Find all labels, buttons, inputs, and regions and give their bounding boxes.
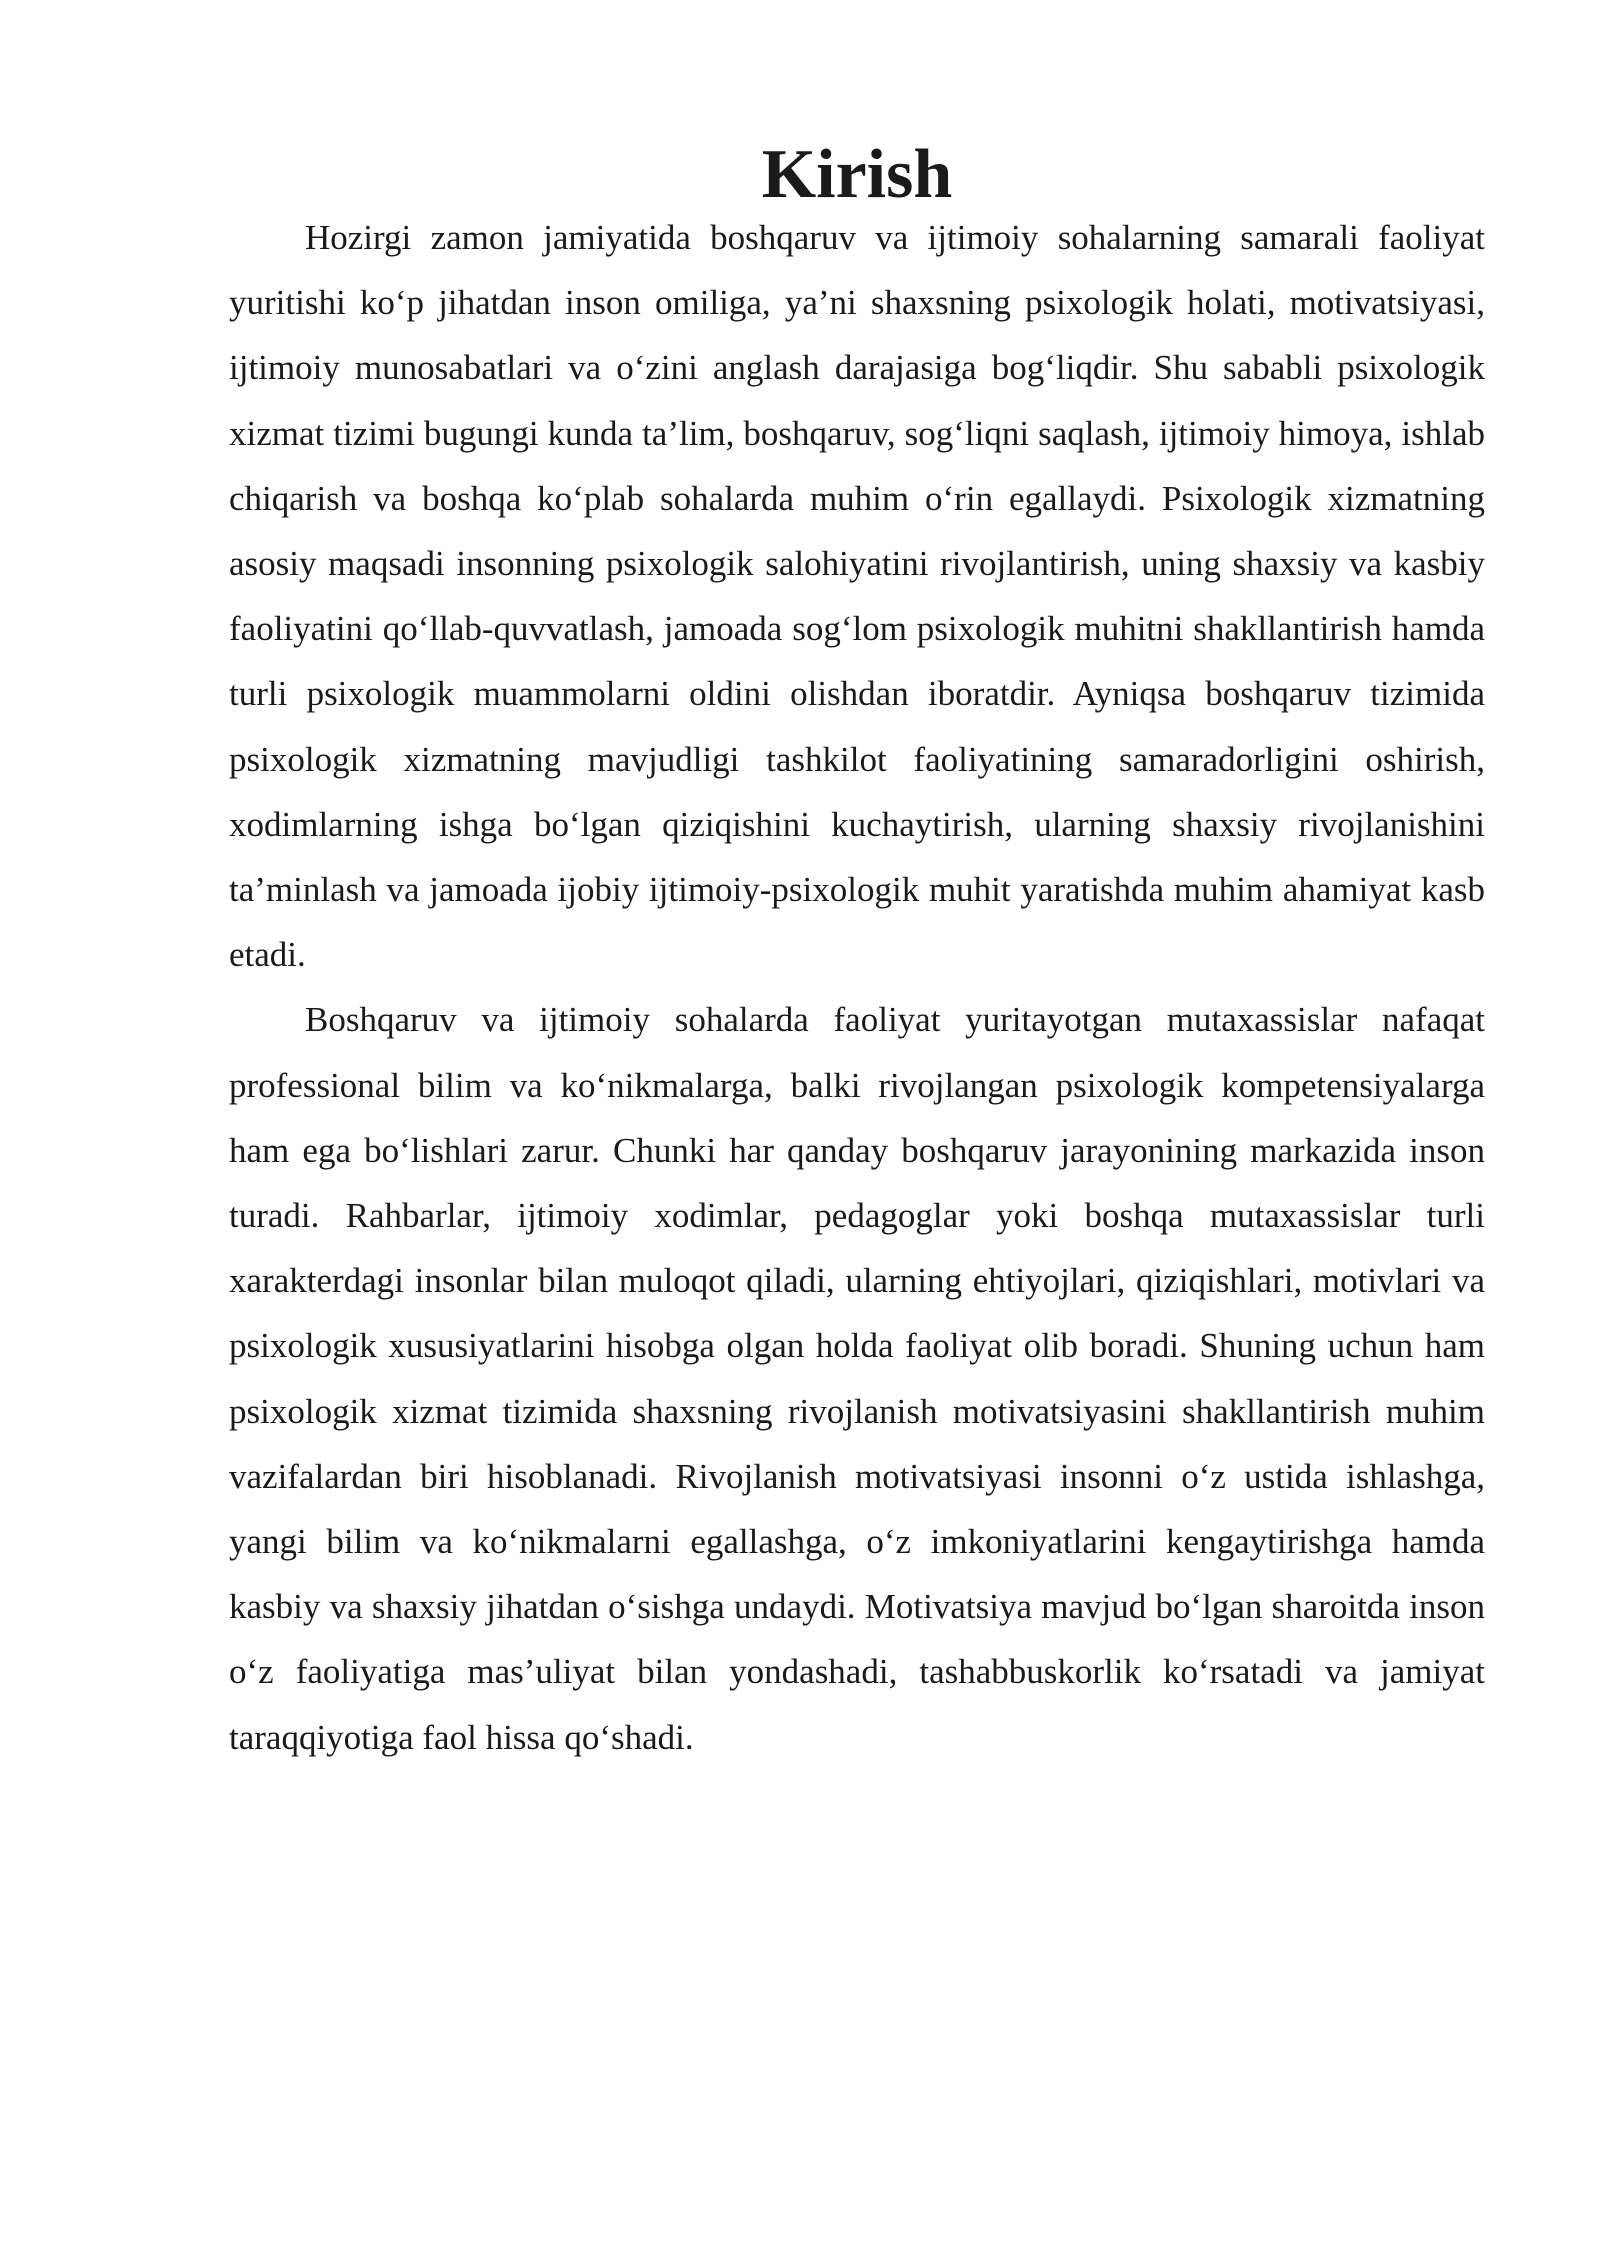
paragraph-2: Boshqaruv va ijtimoiy sohalarda faoliyat yuritayotgan mutaxassislar nafaqat professional bilim va ko‘nikmalarga, balki rivojlangan psixologik kompetensiyalarga ham ega bo‘lishlari zarur. Chunki har qanday boshqaruv jarayonining markazida inson turadi. Rahbarlar, ijtimoiy xodimlar, pedagoglar yoki boshqa mutaxassislar turli xarakterdagi insonlar bilan muloqot qiladi, ularning ehtiyojlari, qiziqishlari, motivlari va psixologik xususiyatlarini hisobga olgan holda faoliyat olib boradi. Shuning uchun ham psixologik xizmat tizimida shaxsning rivojlanish motivatsiyasini shakllantirish muhim vazifalardan biri hisoblanadi. Rivojlanish motivatsiyasi insonni o‘z ustida ishlashga, yangi bilim va ko‘nikmalarni egallashga, o‘z imkoniyatlarini kengaytirishga hamda kasbiy va shaxsiy jihatdan o‘sishga undaydi. Motivatsiya mavjud bo‘lgan sharoitda inson o‘z faoliyatiga mas’uliyat bilan yondashadi, tashabbuskorlik ko‘rsatadi va jamiyat taraqqiyotiga faol hissa qo‘shadi. — [229, 1000, 1485, 1757]
page-title: Kirish — [761, 136, 953, 213]
paragraph-1: Hozirgi zamon jamiyatida boshqaruv va ijtimoiy sohalarning samarali faoliyat yuritishi ko‘p jihatdan inson omiliga, ya’ni shaxsning psixologik holati, motivatsiyasi, ijtimoiy munosabatlari va o‘zini anglash darajasiga bog‘liqdir. Shu sababli psixologik xizmat tizimi bugungi kunda ta’lim, boshqaruv, sog‘liqni saqlash, ijtimoiy himoya, ishlab chiqarish va boshqa ko‘plab sohalarda muhim o‘rin egallaydi. Psixologik xizmatning asosiy maqsadi insonning psixologik salohiyatini rivojlantirish, uning shaxsiy va kasbiy faoliyatini qo‘llab-quvvatlash, jamoada sog‘lom psixologik muhitni shakllantirish hamda turli psixologik muammolarni oldini olishdan iboratdir. Ayniqsa boshqaruv tizimida psixologik xizmatning mavjudligi tashkilot faoliyatining samaradorligini oshirish, xodimlarning ishga bo‘lgan qiziqishini kuchaytirish, ularning shaxsiy rivojlanishini ta’minlash va jamoada ijobiy ijtimoiy-psixologik muhit yaratishda muhim ahamiyat kasb etadi. — [229, 218, 1485, 975]
document-body — [229, 136, 1485, 1770]
